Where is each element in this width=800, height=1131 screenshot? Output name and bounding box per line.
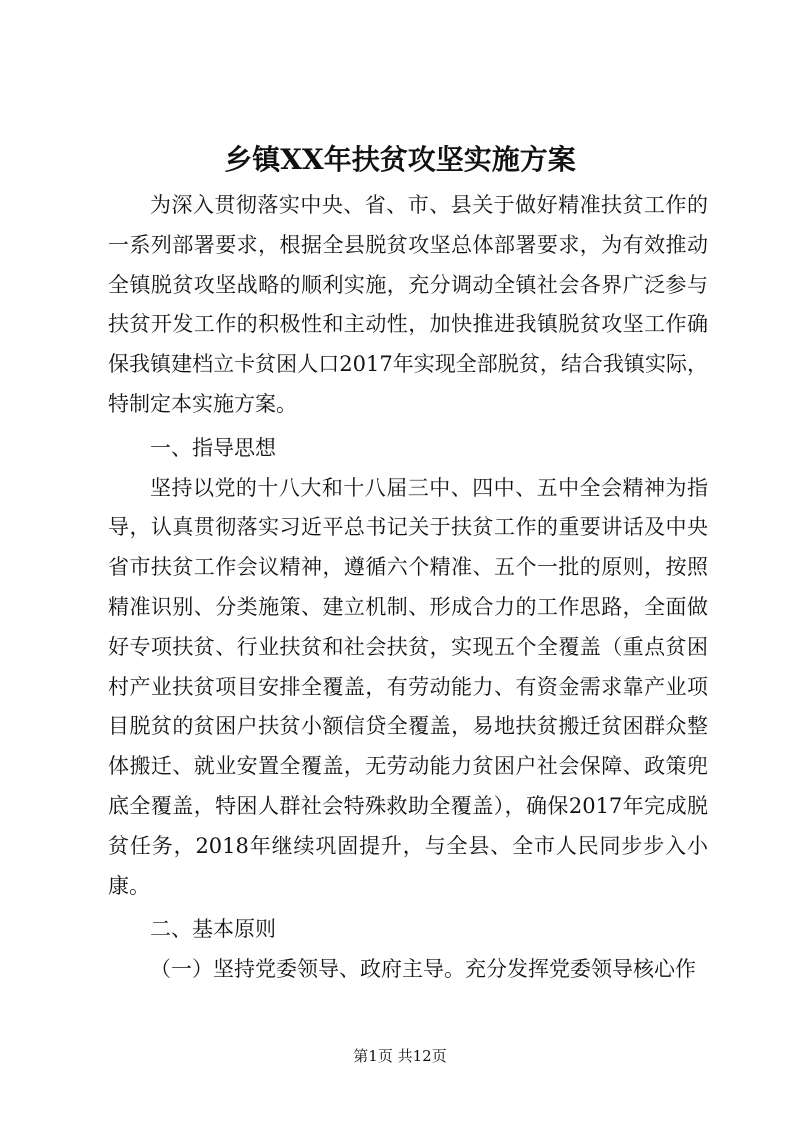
document-title: 乡镇XX年扶贫攻坚实施方案 xyxy=(224,143,576,176)
principle-one-paragraph: （一）坚持党委领导、政府主导。充分发挥党委领导核心作 xyxy=(150,957,696,982)
page-number-footer: 第1页 共12页 xyxy=(353,1047,447,1065)
guiding-ideology-paragraph: 坚持以党的十八大和十八届三中、四中、五中全会精神为指导，认真贯彻落实习近平总书记关于扶贫工作的重要讲话及中央省市扶贫工作会议精神，遵循六个精准、五个一批的原则，按照精准识别、分类施策、建立机制、形成合力的工作思路，全面做好专项扶贫、行业扶贫和社会扶贫，实现五个全覆盖（重点贫困村产业扶贫项目安排全覆盖，有劳动能力、有资金需求靠产业项目脱贫的贫困户扶贫小额信贷全覆盖，易地扶贫搬迁贫困群众整体搬迁、就业安置全覆盖，无劳动能力贫困户社会保障、政策兜底全覆盖，特困人群社会特殊救助全覆盖），确保2017年完成脱贫任务，2018年继续巩固提升，与全县、全市人民同步步入小康。 xyxy=(108,475,708,898)
intro-paragraph: 为深入贯彻落实中央、省、市、县关于做好精准扶贫工作的一系列部署要求，根据全县脱贫攻坚总体部署要求，为有效推动全镇脱贫攻坚战略的顺利实施，充分调动全镇社会各界广泛参与扶贫开发工作的积极性和主动性，加快推进我镇脱贫攻坚工作确保我镇建档立卡贫困人口2017年实现全部脱贫，结合我镇实际，特制定本实施方案。 xyxy=(108,193,708,416)
section-heading-basic-principles: 二、基本原则 xyxy=(150,917,276,942)
document-body xyxy=(108,186,708,990)
section-heading-guiding-ideology: 一、指导思想 xyxy=(150,435,276,460)
